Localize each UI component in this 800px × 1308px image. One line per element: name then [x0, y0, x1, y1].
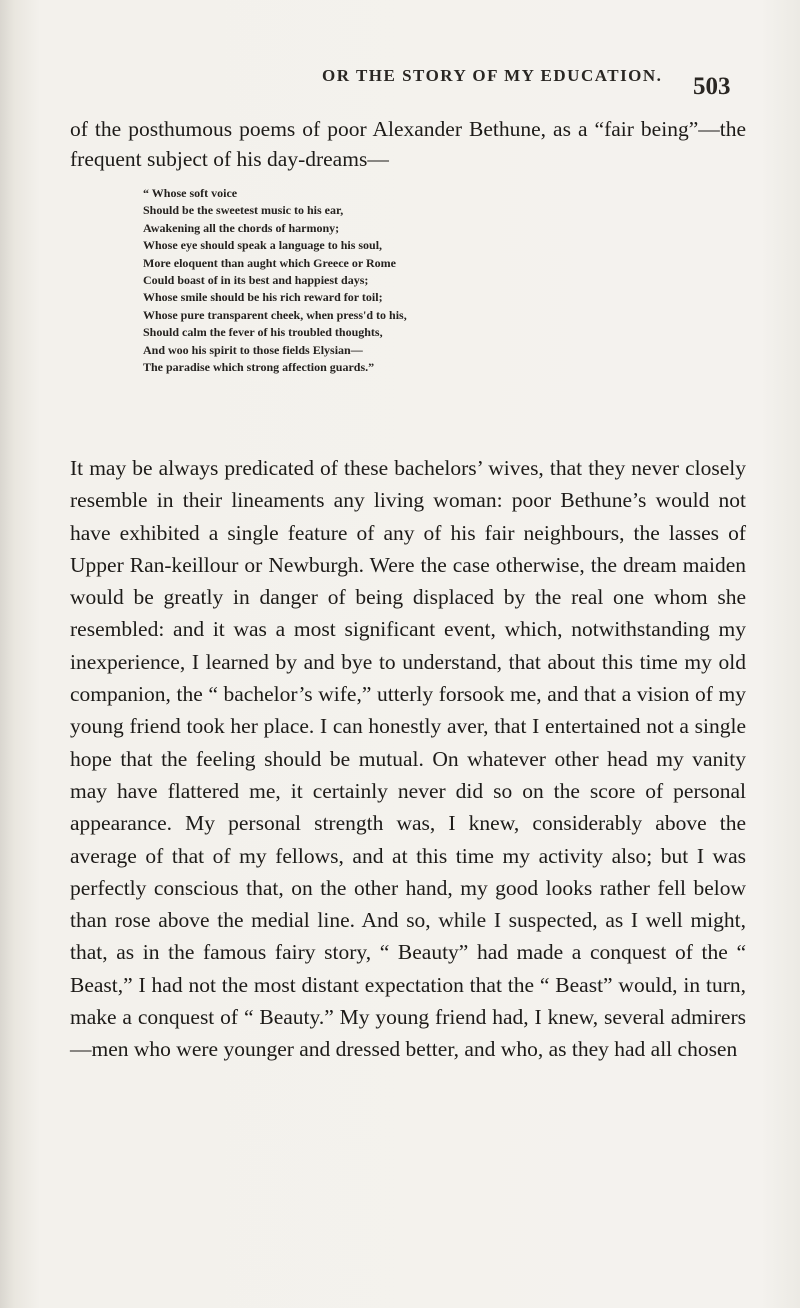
page-number: 503: [693, 73, 731, 100]
poem-line: Whose eye should speak a language to his soul,: [143, 238, 383, 253]
poem-line: The paradise which strong affection guards.”: [143, 360, 375, 375]
intro-text: of the posthumous poems of poor Alexander Bethune, as a “fair being”—the frequent subject of his day-dreams—: [70, 117, 746, 171]
poem-line: And woo his spirit to those fields Elysian—: [143, 342, 363, 357]
poem-line: “ Whose soft voice: [143, 186, 238, 200]
poem-line: Whose pure transparent cheek, when press'd to his,: [143, 307, 407, 322]
body-text: It may be always predicated of these bachelors’ wives, that they never closely resemble in their lineaments any living woman: poor Bethune’s would not have exhibited a single feature of any of his fair neighbours, the lasses of Upper Ran-keillour or Newburgh. Were the case otherwise, the dream maiden would be greatly in danger of being displaced by the real one whom she resembled: and it was a most significant event, which, notwithstanding my inexperience, I learned by and bye to understand, that about this time my old companion, the “ bachelor’s wife,” utterly forsook me, and that a vision of my young friend took her place. I can honestly aver, that I entertained not a single hope that the feeling should be mutual. On whatever other head my vanity may have flattered me, it certainly never did so on the score of personal appearance. My personal strength was, I knew, considerably above the average of that of my fellows, and at this time my activity also; but I was perfectly conscious that, on the other hand, my good looks rather fell below than rose above the medial line. And so, while I suspected, as I well might, that, as in the famous fairy story, “ Beauty” had made a conquest of the “ Beast,” I had not the most distant expectation that the “ Beast” would, in turn, make a conquest of “ Beauty.” My young friend had, I knew, several admirers—men who were younger and dressed better, and who, as they had all chosen: [70, 456, 746, 1062]
poem-quotation: [143, 185, 407, 376]
intro-paragraph: [70, 114, 746, 174]
poem-line: Awakening all the chords of harmony;: [143, 220, 340, 235]
poem-line: Should be the sweetest music to his ear,: [143, 203, 344, 218]
poem-line: Could boast of in its best and happiest days;: [143, 273, 369, 288]
poem-line: Should calm the fever of his troubled thoughts,: [143, 325, 383, 340]
poem-line: Whose smile should be his rich reward for toil;: [143, 290, 383, 305]
poem-line: More eloquent than aught which Greece or Rome: [143, 255, 396, 270]
body-paragraph: [70, 452, 746, 1066]
running-title: OR THE STORY OF MY EDUCATION.: [322, 66, 663, 85]
